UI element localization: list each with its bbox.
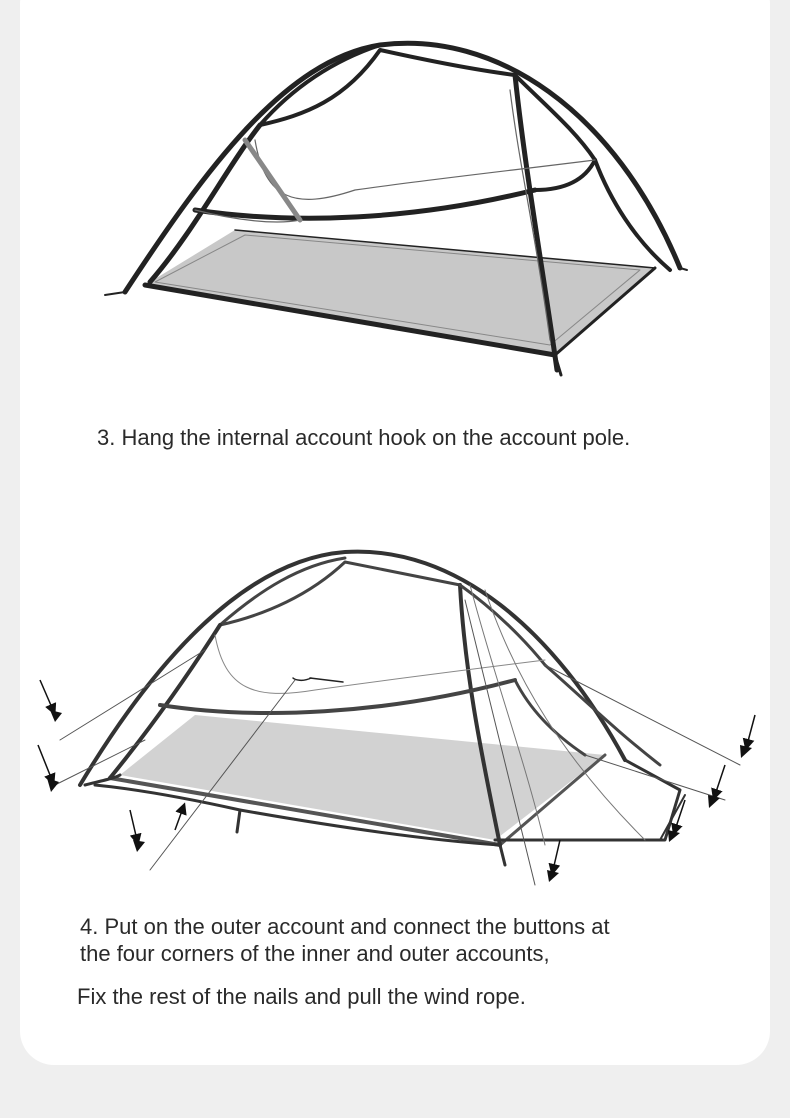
inner-tent-hook-icon [95, 30, 695, 380]
step-4-caption-line3: Fix the rest of the nails and pull the wind rope. [77, 984, 526, 1009]
step-4-caption-line2: the four corners of the inner and outer accounts, [80, 941, 550, 966]
outer-tent-wind-rope-icon [25, 540, 770, 900]
step-3-caption: 3. Hang the internal account hook on the account pole. [97, 425, 631, 450]
step-4-caption-line1: 4. Put on the outer account and connect the buttons at [80, 914, 610, 939]
